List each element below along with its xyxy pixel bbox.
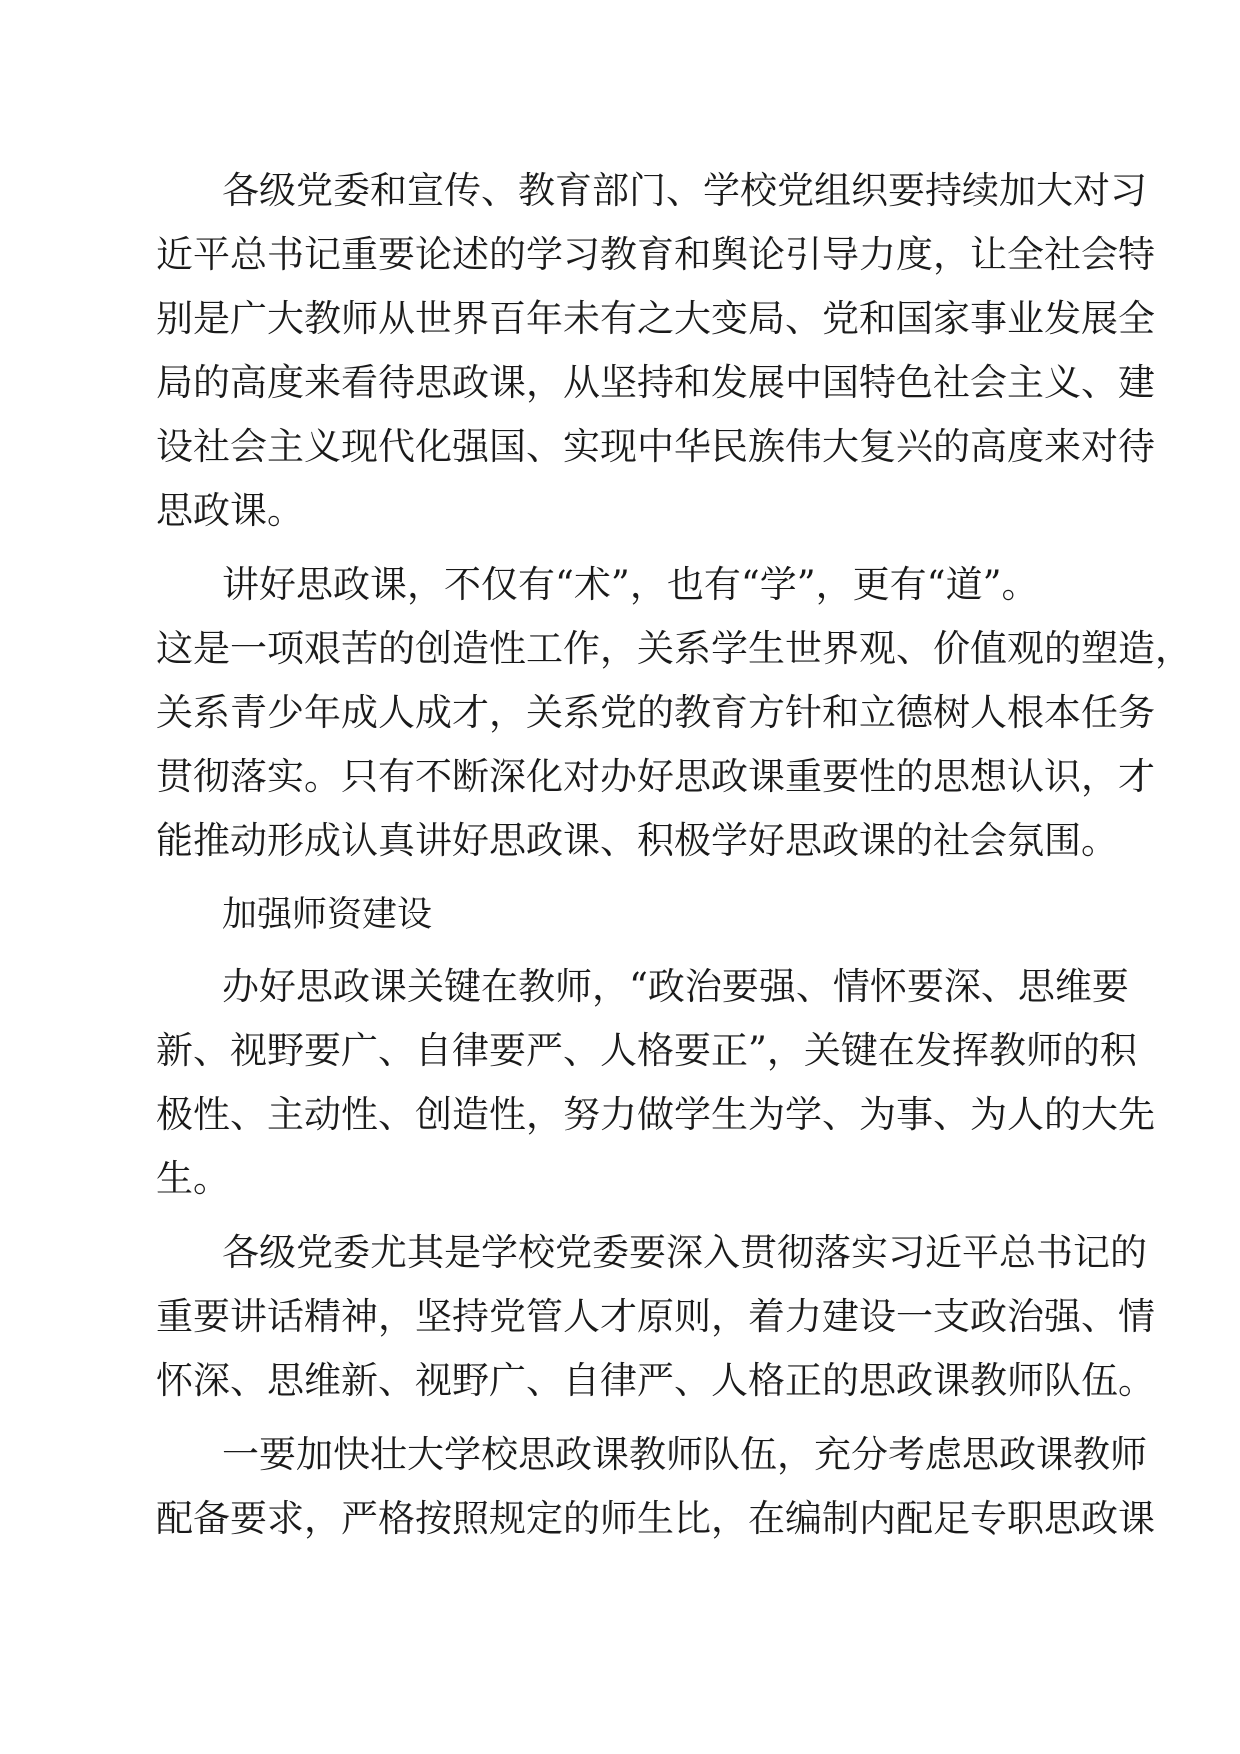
paragraph-1-line-4: 局的高度来看待思政课，从坚持和发展中国特色社会主义、建 [156, 361, 1155, 404]
paragraph-2-line-4: 贯彻落实。只有不断深化对办好思政课重要性的思想认识，才 [156, 755, 1155, 798]
paragraph-1-line-5: 设社会主义现代化强国、实现中华民族伟大复兴的高度来对待 [156, 425, 1155, 468]
paragraph-3-line-2: 新、视野要广、自律要严、人格要正”，关键在发挥教师的积 [156, 1029, 1137, 1072]
paragraph-3-line-4: 生。 [156, 1157, 230, 1200]
paragraph-4-line-2: 重要讲话精神，坚持党管人才原则，着力建设一支政治强、情 [156, 1295, 1155, 1338]
paragraph-1-line-2: 近平总书记重要论述的学习教育和舆论引导力度，让全社会特 [156, 233, 1155, 276]
paragraph-5-line-2: 配备要求，严格按照规定的师生比，在编制内配足专职思政课 [156, 1497, 1155, 1540]
paragraph-1-line-6: 思政课。 [156, 489, 304, 532]
paragraph-2-line-1: 讲好思政课，不仅有“术”，也有“学”，更有“道”。 [222, 563, 1039, 606]
section-heading: 加强师资建设 [222, 895, 433, 935]
paragraph-5-line-1: 一要加快壮大学校思政课教师队伍，充分考虑思政课教师 [222, 1433, 1147, 1476]
paragraph-2-line-5: 能推动形成认真讲好思政课、积极学好思政课的社会氛围。 [156, 819, 1118, 862]
paragraph-3-line-3: 极性、主动性、创造性，努力做学生为学、为事、为人的大先 [156, 1093, 1155, 1136]
paragraph-4-line-3: 怀深、思维新、视野广、自律严、人格正的思政课教师队伍。 [156, 1359, 1155, 1402]
paragraph-3-line-1: 办好思政课关键在教师，“政治要强、情怀要深、思维要 [222, 965, 1129, 1008]
paragraph-2-line-2: 这是一项艰苦的创造性工作，关系学生世界观、价值观的塑造， [156, 627, 1192, 670]
paragraph-2-line-3: 关系青少年成人成才，关系党的教育方针和立德树人根本任务 [156, 691, 1155, 734]
paragraph-1-line-3: 别是广大教师从世界百年未有之大变局、党和国家事业发展全 [156, 297, 1155, 340]
paragraph-1-line-1: 各级党委和宣传、教育部门、学校党组织要持续加大对习 [222, 169, 1147, 212]
paragraph-4-line-1: 各级党委尤其是学校党委要深入贯彻落实习近平总书记的 [222, 1231, 1147, 1274]
